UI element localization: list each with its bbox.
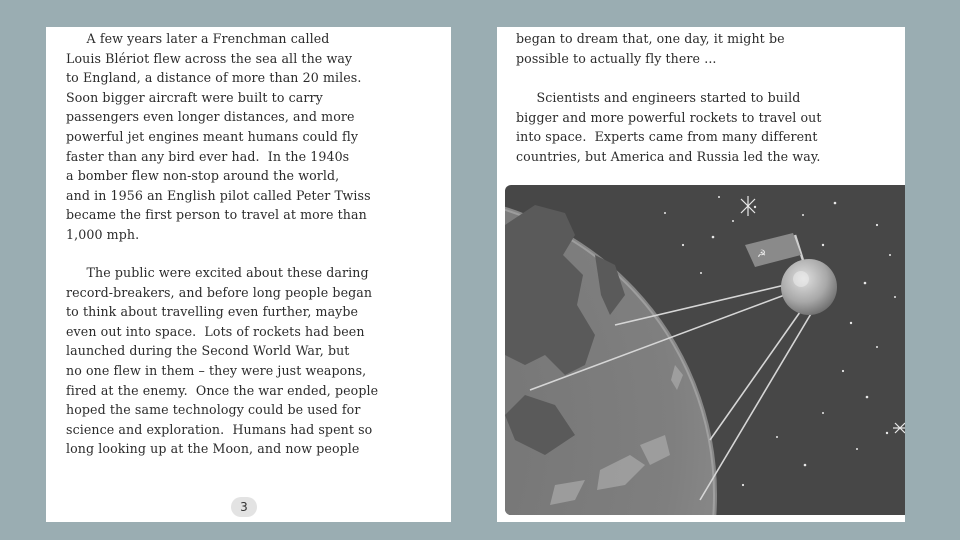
- text-line: long looking up at the Moon, and now people: [66, 441, 360, 457]
- text-line: to England, a distance of more than 20 miles.: [66, 70, 362, 86]
- satellite-sphere: [781, 259, 837, 315]
- page-number-badge: 3: [231, 497, 257, 517]
- text-line: countries, but America and Russia led the way.: [516, 148, 821, 164]
- text-line: A few years later a Frenchman called: [66, 31, 330, 46]
- text-line: began to dream that, one day, it might be: [516, 31, 785, 46]
- left-paragraph-2: [66, 263, 378, 459]
- text-line: bigger and more powerful rockets to travel out: [516, 109, 822, 125]
- sputnik-illustration: [505, 185, 905, 515]
- right-paragraph-2: [516, 88, 822, 166]
- text-line: to think about travelling even further, maybe: [66, 304, 359, 320]
- text-line: into space. Experts came from many different: [516, 129, 818, 145]
- text-line: Soon bigger aircraft were built to carry: [66, 89, 323, 105]
- text-line: became the first person to travel at more than: [66, 207, 367, 223]
- right-paragraph-1: [516, 29, 785, 68]
- text-line: possible to actually fly there ...: [516, 50, 717, 66]
- left-paragraph-1: [66, 29, 371, 245]
- text-line: no one flew in them – they were just weapons,: [66, 362, 367, 378]
- right-book-page: [497, 27, 905, 522]
- text-line: faster than any bird ever had. In the 1940s: [66, 148, 350, 164]
- text-line: even out into space. Lots of rockets had been: [66, 323, 365, 339]
- text-line: 1,000 mph.: [66, 226, 140, 242]
- text-line: record-breakers, and before long people began: [66, 284, 373, 300]
- text-line: fired at the enemy. Once the war ended, people: [66, 382, 379, 398]
- text-line: Scientists and engineers started to build: [516, 90, 801, 105]
- text-line: science and exploration. Humans had spent so: [66, 421, 373, 437]
- svg-text:☭: ☭: [757, 249, 766, 260]
- illustration-svg: [505, 185, 905, 515]
- text-line: hoped the same technology could be used for: [66, 402, 361, 418]
- text-line: and in 1956 an English pilot called Peter Twiss: [66, 187, 371, 203]
- text-line: launched during the Second World War, but: [66, 343, 350, 359]
- text-line: a bomber flew non-stop around the world,: [66, 168, 340, 184]
- text-line: powerful jet engines meant humans could fly: [66, 128, 359, 144]
- text-line: Louis Blériot flew across the sea all the way: [66, 50, 353, 66]
- text-line: passengers even longer distances, and more: [66, 109, 355, 125]
- satellite-highlight: [793, 271, 809, 287]
- text-line: The public were excited about these daring: [66, 265, 369, 280]
- left-book-page: [46, 27, 451, 522]
